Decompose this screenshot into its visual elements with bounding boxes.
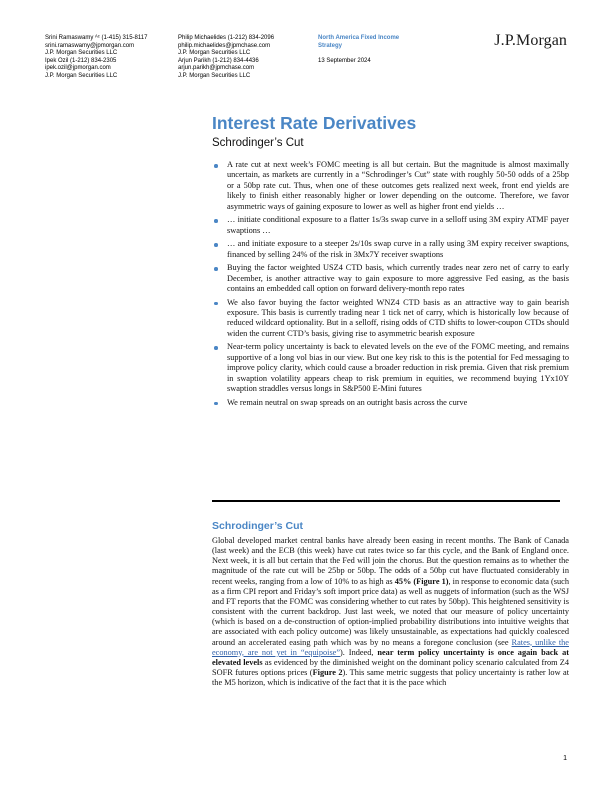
bullet-dot-icon (214, 402, 218, 406)
bullet-item (212, 215, 569, 236)
bullet-text: Near-term policy uncertainty is back to elevated levels on the eve of the FOMC meeting, and remains supportive of a long vol bias in our view. But one key risk to this is the potential for Fed messaging to improve policy clarity, which could cause a broader reduction in risk premia. Given that risk premium in swaption volatility appears cheap to risk premium in equities, we recommend buying 1Yx10Y swaption straddles versus longs in S&P500 E-Mini futures (227, 342, 569, 394)
author-line: Srini Ramaswamy ᴬᶜ (1-415) 315-8117 (45, 35, 148, 41)
page-number: 1 (563, 755, 567, 762)
author-line: J.P. Morgan Securities LLC (45, 50, 118, 57)
report-link[interactable]: Rates, unlike the economy, are not yet in “equipoise” (212, 637, 569, 657)
body-paragraph (212, 536, 569, 688)
author-block-left (45, 35, 147, 81)
bullet-text: … and initiate exposure to a steeper 2s/10s swap curve in a rally using 3M expiry receiver swaptions, financed by selling 24% of the risk in 3Mx7Y receiver swaptions (227, 239, 569, 259)
bullet-item (212, 298, 569, 340)
bullet-item (212, 263, 569, 294)
bullet-dot-icon (214, 219, 218, 223)
bullet-text: Buying the factor weighted USZ4 CTD basis, which currently trades near zero net of carry to early December, is another attractive way to gain exposure to more aggressive Fed easing, as the basis contains an embedded call option on forward delivery-month repo rates (227, 263, 569, 294)
emphasis-text: near term policy uncertainty is once again back at elevated levels (212, 647, 569, 667)
department-name: North America Fixed Income (318, 35, 400, 41)
bullet-dot-icon (214, 302, 218, 306)
figure-reference: 45% (Figure 1) (394, 576, 449, 586)
author-block-middle (178, 35, 274, 81)
body-text-run: , in response to economic data (such as a firm CPI report and Friday’s soft import price data) as well as nuggets of information (such as the WSJ and FT reports that the FOMC was considering whether to cut rates by 50bp). This heightened sensitivity is consistent with the current backdrop. Just last week, we noted that our measure of policy uncertainty (which is based on a de-construction of option-implied probability distributions into intuitive weights that are associated with each policy outcome) was likely unsustainable, as expectations had quickly coalesced around an accelerated easing path which was by no means a foregone conclusion (see (212, 576, 569, 647)
author-email-link[interactable]: srini.ramaswamy@jpmorgan.com (45, 42, 135, 49)
report-date: 13 September 2024 (318, 57, 371, 64)
author-line: Arjun Parikh (1-212) 834-4436 (178, 57, 259, 64)
body-text-run: ). Indeed, (340, 647, 378, 657)
report-title: Interest Rate Derivatives (212, 113, 417, 133)
body-text-run: as evidenced by the diminished weight on the dominant policy scenario calculated from Z4 SOFR futures options prices ( (212, 657, 569, 678)
section-divider (212, 500, 560, 502)
report-subtitle: Schrodinger’s Cut (212, 137, 304, 149)
bullet-text: … initiate conditional exposure to a flatter 1s/3s swap curve in a selloff using 3M expiry ATMF payer swaptions … (227, 215, 569, 235)
department-name-cont: Strategy (318, 42, 343, 49)
author-line: J.P. Morgan Securities LLC (178, 50, 251, 57)
author-email-link[interactable]: arjun.parikh@jpmchase.com (178, 65, 255, 72)
bullet-text: We remain neutral on swap spreads on an outright basis across the curve (227, 397, 468, 407)
body-text-run: ). This same metric suggests that policy uncertainty is rather low at the M5 horizon, which is indicative of the fact that it is the pace which (212, 668, 569, 688)
body-text-run: Global developed market central banks have already been easing in recent months. The Bank of Canada (last week) and the ECB (this week) have cut rates twice so far this cycle, and the Bank of England once. Next week, it is all but certain that the Fed will join the chorus. But the question remains as to whether the magnitude of the rate cut will be 25bp or 50bp. The odds of a 50bp cut have fluctuated considerably in recent weeks, ranging from a low of 10% to as high as (212, 536, 569, 586)
author-email-link[interactable]: philip.michaelides@jpmchase.com (178, 42, 271, 49)
summary-bullets (212, 160, 569, 411)
department-block (318, 35, 399, 65)
bullet-text: We also favor buying the factor weighted WNZ4 CTD basis as an attractive way to gain bearish exposure. This basis is currently trading near 1 tick net of carry, which is historically low because of reduced wildcard optionality. But in a selloff, rising odds of CTD shifts to lower-coupon CTDs should widen the current CTD’s basis, giving rise to asymmetric bearish exposure (227, 297, 569, 338)
author-line: Philip Michaelides (1-212) 834-2096 (178, 35, 275, 41)
bullet-dot-icon (214, 243, 218, 247)
author-line: J.P. Morgan Securities LLC (45, 72, 118, 79)
figure-reference: Figure 2 (312, 668, 343, 678)
bullet-dot-icon (214, 164, 218, 168)
bullet-item (212, 342, 569, 394)
author-email-link[interactable]: ipek.ozil@jpmorgan.com (45, 65, 111, 72)
bullet-item (212, 160, 569, 212)
jpmorgan-logo: J.P.Morgan (494, 32, 567, 49)
section-heading: Schrodinger’s Cut (212, 520, 304, 532)
author-line: J.P. Morgan Securities LLC (178, 72, 251, 79)
bullet-dot-icon (214, 267, 218, 271)
bullet-item (212, 239, 569, 260)
bullet-item (212, 398, 569, 408)
bullet-text: A rate cut at next week’s FOMC meeting is all but certain. But the magnitude is almost maximally uncertain, as markets are currently in a “Schrodinger’s Cut” state with roughly 50-50 odds of a 25bp or a 50bp rate cut. Thus, when one of these outcomes gets realized next week, front end yields are likely to finish either reasonably higher or lower depending on the outcome. Therefore, we favor asymmetric ways of gaining exposure to lower as well as higher front end yields … (227, 160, 569, 211)
author-line: Ipek Ozil (1-212) 834-2305 (45, 57, 117, 64)
bullet-dot-icon (214, 346, 218, 350)
